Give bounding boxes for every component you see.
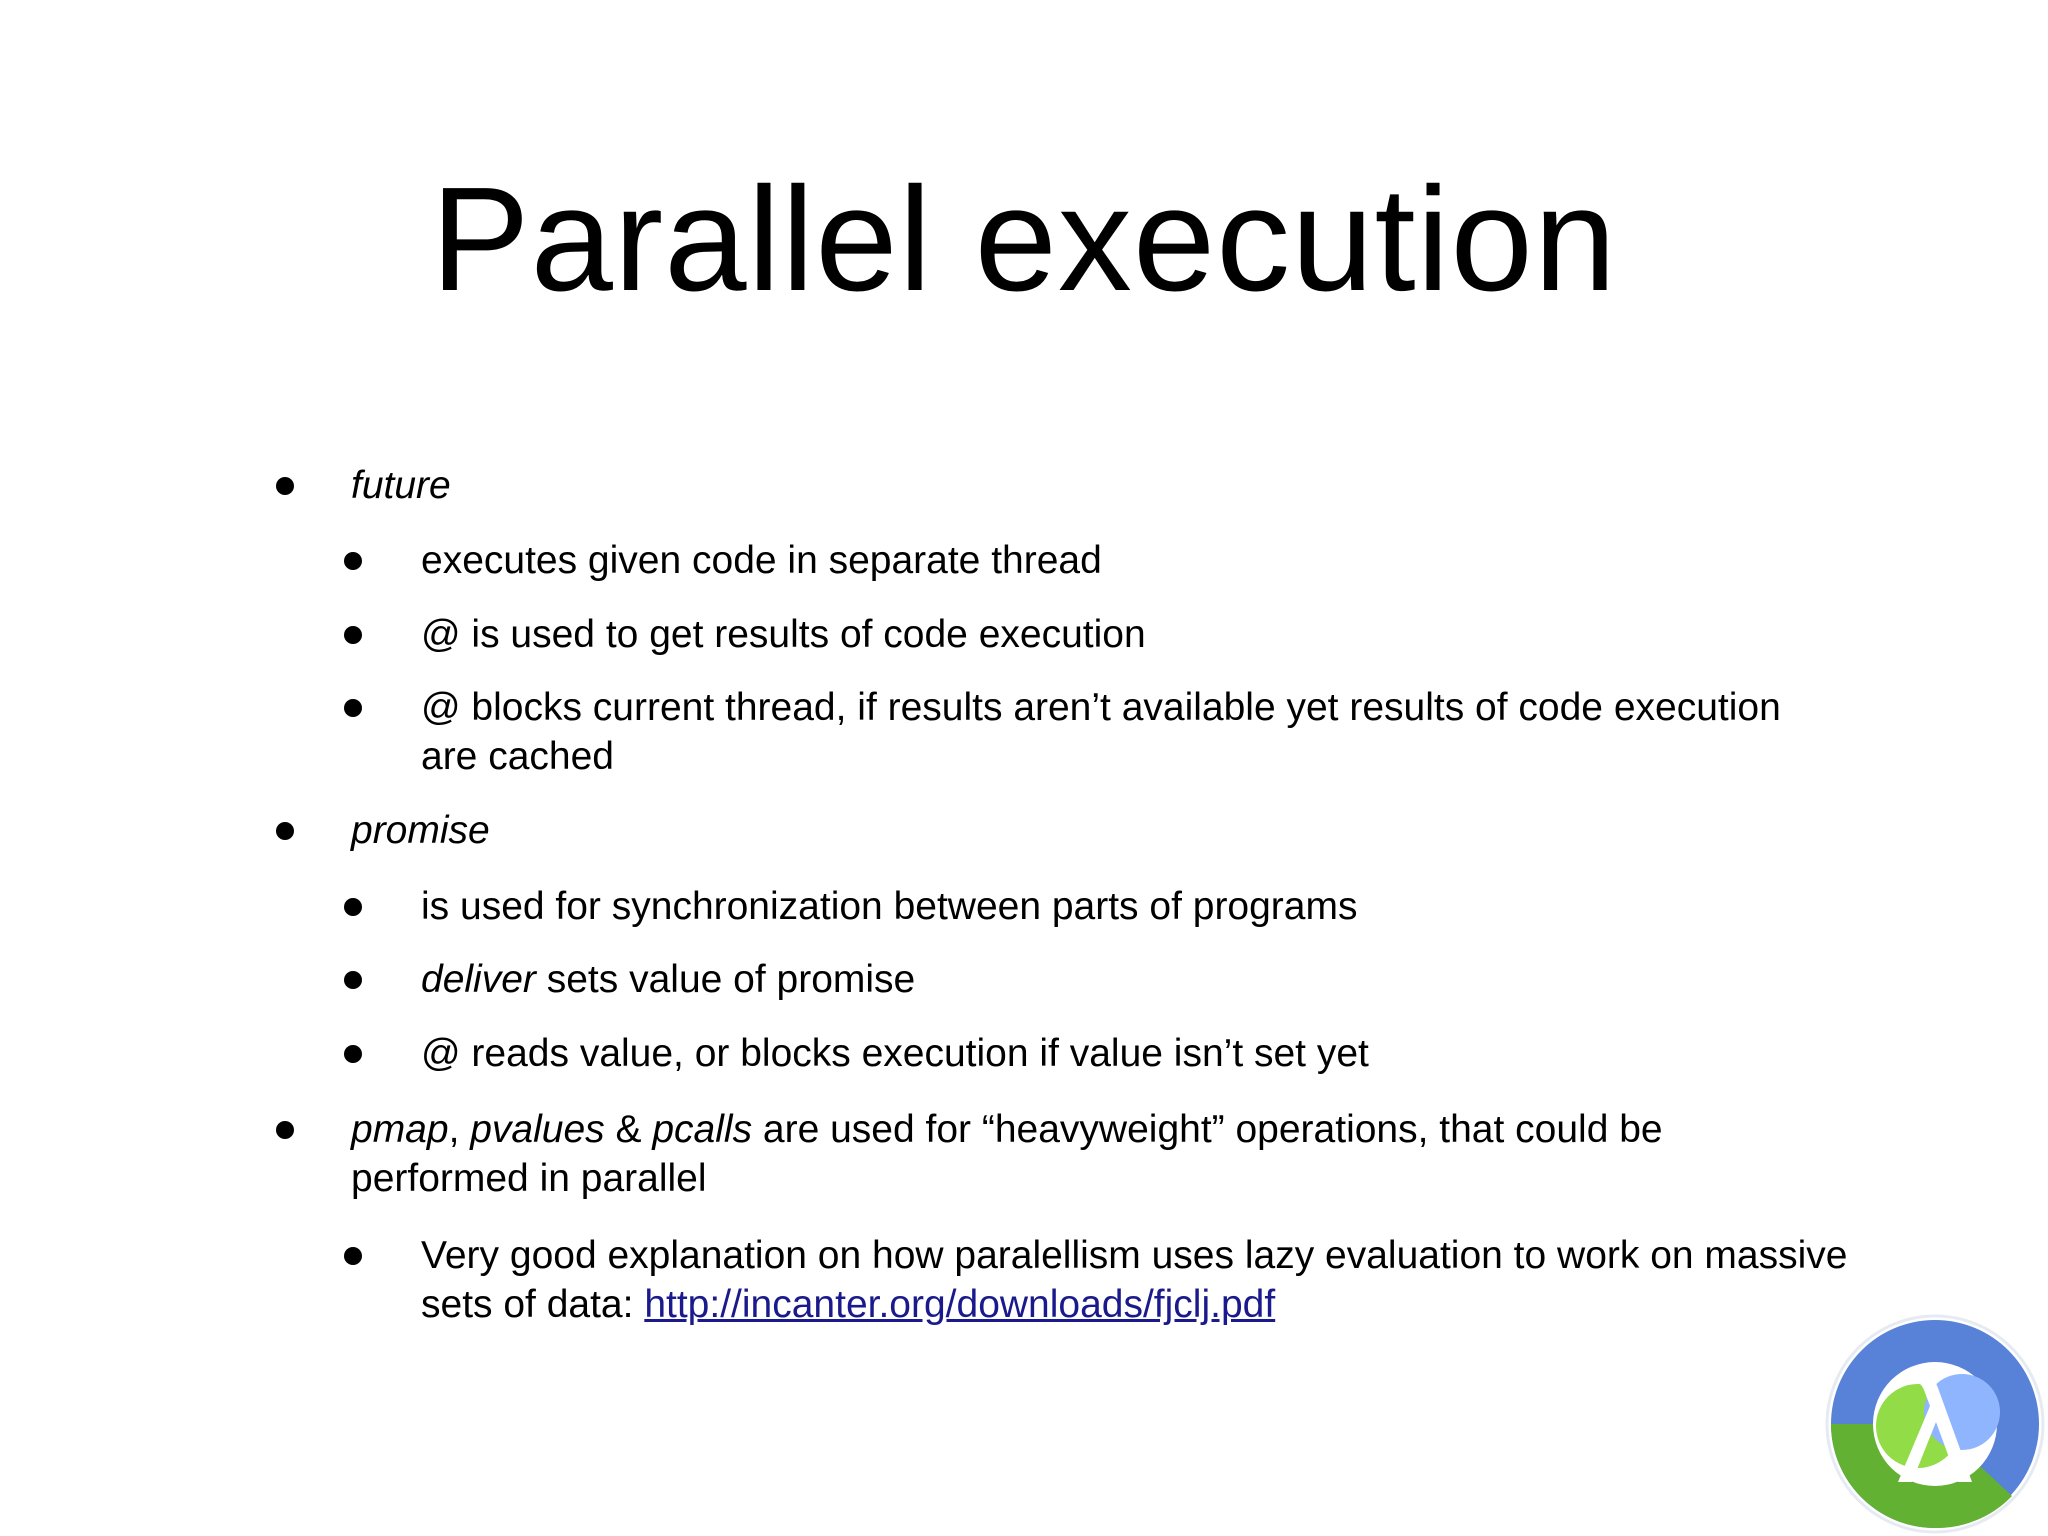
bullet-text: @ is used to get results of code execution (421, 613, 1146, 656)
bullet-future (351, 461, 451, 510)
bullet-separator: & (604, 1108, 653, 1151)
bullet-text-line1 (351, 1105, 1771, 1154)
bullet-text-line1: @ blocks current thread, if results aren’t available yet results of code execution (421, 686, 1781, 729)
bullet-text-line2 (421, 1280, 1881, 1329)
bullet-dot (344, 898, 362, 916)
bullet-future-thread (421, 536, 1102, 585)
bullet-future-blocks (421, 683, 1841, 781)
bullet-dot (344, 1247, 362, 1265)
bullet-text-line1: Very good explanation on how paralellism uses lazy evaluation to work on massive (421, 1234, 1848, 1277)
bullet-keyword-pcalls: pcalls (652, 1108, 753, 1151)
bullet-pmap (351, 1105, 1771, 1203)
bullet-text: are used for “heavyweight” operations, that could be (752, 1108, 1663, 1151)
bullet-text-line2: are cached (421, 735, 614, 778)
bullet-keyword-pmap: pmap (351, 1108, 449, 1151)
bullet-dot (276, 477, 294, 495)
bullet-text: sets value of promise (535, 958, 916, 1001)
bullet-text: @ reads value, or blocks execution if value isn’t set yet (421, 1032, 1369, 1075)
bullet-promise-deliver (421, 955, 915, 1004)
bullet-future-results (421, 610, 1146, 659)
slide-title: Parallel execution (430, 157, 1618, 322)
bullet-keyword-pvalues: pvalues (470, 1108, 605, 1151)
bullet-separator: , (448, 1108, 471, 1151)
bullet-dot (344, 1045, 362, 1063)
bullet-text-line2: performed in parallel (351, 1157, 707, 1200)
bullet-keyword: deliver (421, 958, 536, 1001)
bullet-text: is used for synchronization between parts of programs (421, 885, 1358, 928)
bullet-text: executes given code in separate thread (421, 539, 1102, 582)
bullet-dot (276, 822, 294, 840)
bullet-dot (344, 552, 362, 570)
bullet-keyword: promise (351, 809, 490, 852)
pdf-link[interactable]: http://incanter.org/downloads/fjclj.pdf (644, 1283, 1276, 1326)
bullet-promise-read (421, 1029, 1369, 1078)
bullet-promise-sync (421, 882, 1357, 931)
bullet-dot (276, 1121, 294, 1139)
clojure-logo-icon (1822, 1312, 2048, 1536)
bullet-dot (344, 971, 362, 989)
bullet-explanation (421, 1231, 1881, 1329)
bullet-dot (344, 626, 362, 644)
bullet-text: sets of data: (421, 1283, 645, 1326)
bullet-dot (344, 699, 362, 717)
bullet-promise (351, 806, 490, 855)
bullet-keyword: future (351, 464, 451, 507)
